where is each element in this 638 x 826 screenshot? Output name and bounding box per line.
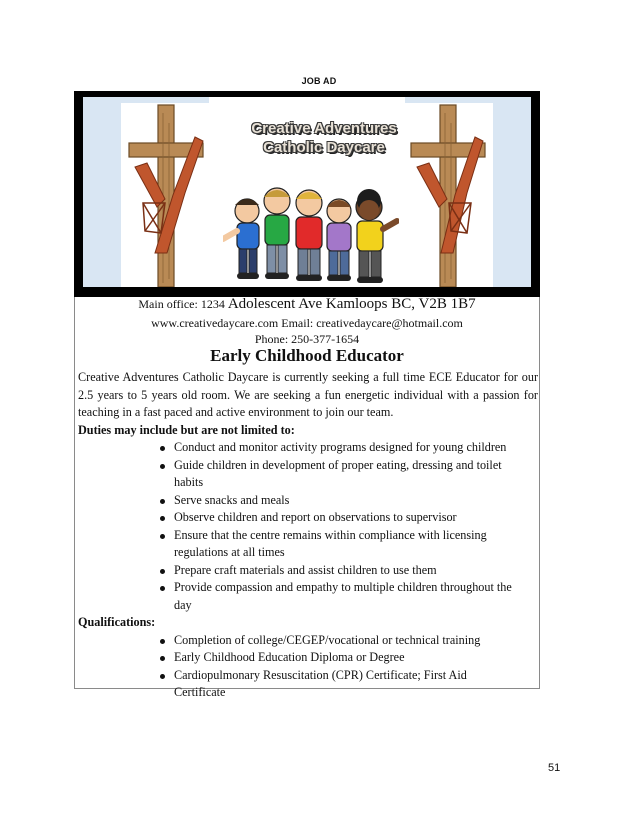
qualification-text: Early Childhood Education Diploma or Degree (174, 650, 405, 664)
phone-line: Phone: 250-377-1654 (254, 332, 360, 346)
bullet-icon (160, 656, 165, 661)
list-item (78, 632, 520, 650)
bullet-icon (160, 446, 165, 451)
qualification-text: Completion of college/CEGEP/vocational or technical training (174, 632, 481, 647)
banner-title-line2: Catholic Daycare (263, 139, 385, 156)
bullet-icon (160, 586, 165, 591)
job-title: Early Childhood Educator (210, 346, 404, 365)
list-item (78, 667, 520, 702)
bullet-icon (160, 569, 165, 574)
list-item (78, 439, 520, 457)
office-prefix: Main office: 1234 (138, 297, 225, 311)
duties-heading: Duties may include but are not limited to: (78, 422, 295, 437)
job-ad-label: JOB AD (301, 76, 337, 86)
qualifications-list (78, 632, 538, 702)
bullet-icon (160, 464, 165, 469)
duties-list (78, 439, 538, 614)
qualifications-heading: Qualifications: (78, 615, 156, 629)
qualification-text: Cardiopulmonary Resuscitation (CPR) Certificate; First Aid Certificate (174, 667, 467, 699)
list-item (78, 562, 520, 580)
duty-text: Guide children in development of proper eating, dressing and toilet habits (174, 457, 502, 489)
job-description (78, 369, 538, 702)
cross-with-stole-icon (125, 103, 205, 287)
list-item (78, 492, 520, 510)
duty-text: Ensure that the centre remains within compliance with licensing regulations at all times (174, 527, 487, 559)
list-item (78, 527, 520, 562)
list-item (78, 649, 520, 667)
intro-paragraph: Creative Adventures Catholic Daycare is currently seeking a full time ECE Educator for our 2.5 years to 5 years old room. We are seeking a fun energetic individual with a passion for teaching in a fast paced and active environment to join our team. (78, 370, 538, 419)
banner-background (83, 97, 531, 287)
list-item (78, 457, 520, 492)
bullet-icon (160, 516, 165, 521)
bullet-icon (160, 674, 165, 679)
group-of-children-icon (223, 181, 399, 287)
cross-with-stole-icon (409, 103, 489, 287)
bullet-icon (160, 639, 165, 644)
banner-title-line1: Creative Adventures (251, 120, 397, 137)
page-number: 51 (548, 762, 561, 774)
daycare-banner (74, 91, 540, 297)
duty-text: Prepare craft materials and assist children to use them (174, 562, 437, 577)
duty-text: Serve snacks and meals (174, 492, 290, 507)
duty-text: Provide compassion and empathy to multiple children throughout the day (174, 580, 512, 612)
bullet-icon (160, 534, 165, 539)
duty-text: Conduct and monitor activity programs designed for young children (174, 440, 507, 454)
bullet-icon (160, 499, 165, 504)
web-email-line: www.creativedaycare.com Email: creativedaycare@hotmail.com (151, 316, 463, 330)
list-item (78, 579, 520, 614)
office-address (74, 296, 540, 313)
duty-text: Observe children and report on observations to supervisor (174, 510, 457, 524)
list-item (78, 509, 520, 527)
office-street: Adolescent Ave Kamloops BC, V2B 1B7 (227, 296, 476, 312)
banner-title (229, 119, 419, 157)
